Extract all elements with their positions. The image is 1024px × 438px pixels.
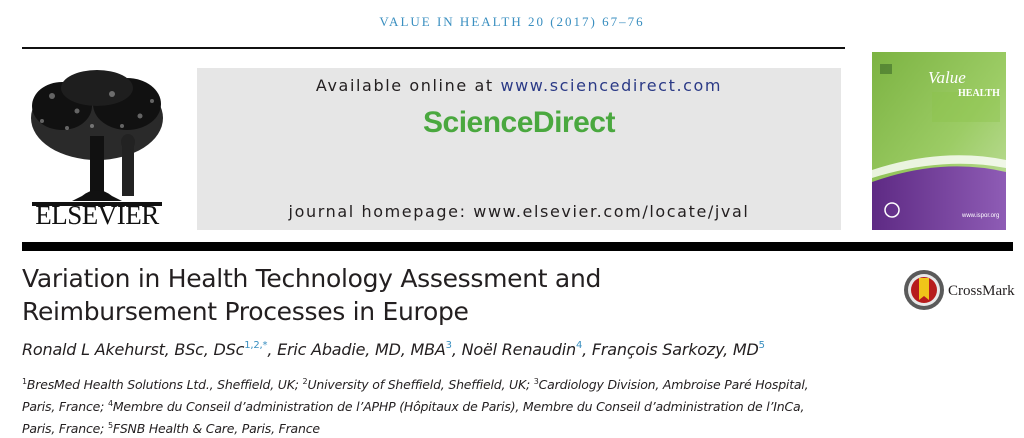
affil-marker: 2 — [302, 377, 308, 386]
affiliation-line-1 — [22, 372, 1017, 394]
available-prefix: Available online at — [315, 76, 501, 95]
author-name: François Sarkozy, MD — [591, 340, 759, 359]
author-affil-ref[interactable]: 5 — [758, 340, 765, 351]
available-online-line — [197, 76, 841, 95]
article-title-line-1: Variation in Health Technology Assessment and — [22, 264, 602, 293]
author-affil-ref[interactable]: 1,2,* — [244, 340, 268, 351]
top-rule — [22, 47, 845, 49]
cover-title: Value — [928, 68, 966, 87]
affiliation-text: BresMed Health Solutions Ltd., Sheffield, UK; — [26, 377, 303, 392]
affiliation-text: Cardiology Division, Ambroise Paré Hospital, — [538, 377, 809, 392]
affil-marker: 1 — [22, 377, 27, 386]
author-name: Ronald L Akehurst, BSc, DSc — [22, 340, 245, 359]
affiliation-text: University of Sheffield, Sheffield, UK; — [307, 377, 534, 392]
affil-marker: 3 — [533, 377, 539, 386]
affiliations — [22, 372, 1017, 438]
publisher-name: ELSEVIER — [35, 200, 159, 230]
crossmark-label[interactable]: CrossMark — [948, 283, 1015, 299]
sciencedirect-link[interactable]: www.sciencedirect.com — [500, 76, 723, 95]
author-name: Eric Abadie, MD, MBA — [277, 340, 446, 359]
running-header: VALUE IN HEALTH 20 (2017) 67–76 — [379, 14, 645, 29]
affiliation-line-2 — [22, 394, 1017, 416]
sciencedirect-banner — [197, 68, 841, 230]
article-title — [22, 262, 882, 328]
affil-marker: 5 — [107, 421, 113, 430]
author-name: Noël Renaudin — [461, 340, 576, 359]
cover-site: www.ispor.org — [962, 213, 1000, 219]
affiliation-text: Membre du Conseil d’administration de l’APHP (Hôpitaux de Paris), Membre du Conseil d’administration de l’InCa, — [112, 399, 805, 414]
affiliation-text: Paris, France; — [22, 421, 108, 436]
journal-homepage[interactable]: journal homepage: www.elsevier.com/locate/jval — [288, 202, 750, 221]
cover-subtitle: HEALTH — [958, 88, 1000, 99]
affil-marker: 4 — [107, 399, 113, 408]
affiliation-text: FSNB Health & Care, Paris, France — [112, 421, 320, 436]
affiliation-line-3 — [22, 416, 1017, 438]
section-rule — [22, 242, 1013, 251]
author-affil-ref[interactable]: 4 — [575, 340, 583, 351]
author-list: Ronald L Akehurst, BSc, DSc$^{1,2,*}$, Eric Abadie, MD, MBA$^3$, Noël Renaudin$^4$, François Sarkozy, $MD^5$ — [22, 340, 765, 359]
sciencedirect-wordmark: ScienceDirect — [423, 106, 615, 139]
crossmark-icon[interactable] — [902, 268, 946, 312]
author-affil-ref[interactable]: 3 — [445, 340, 452, 351]
article-title-line-2: Reimbursement Processes in Europe — [22, 297, 469, 326]
affiliation-text: Paris, France; — [22, 399, 108, 414]
